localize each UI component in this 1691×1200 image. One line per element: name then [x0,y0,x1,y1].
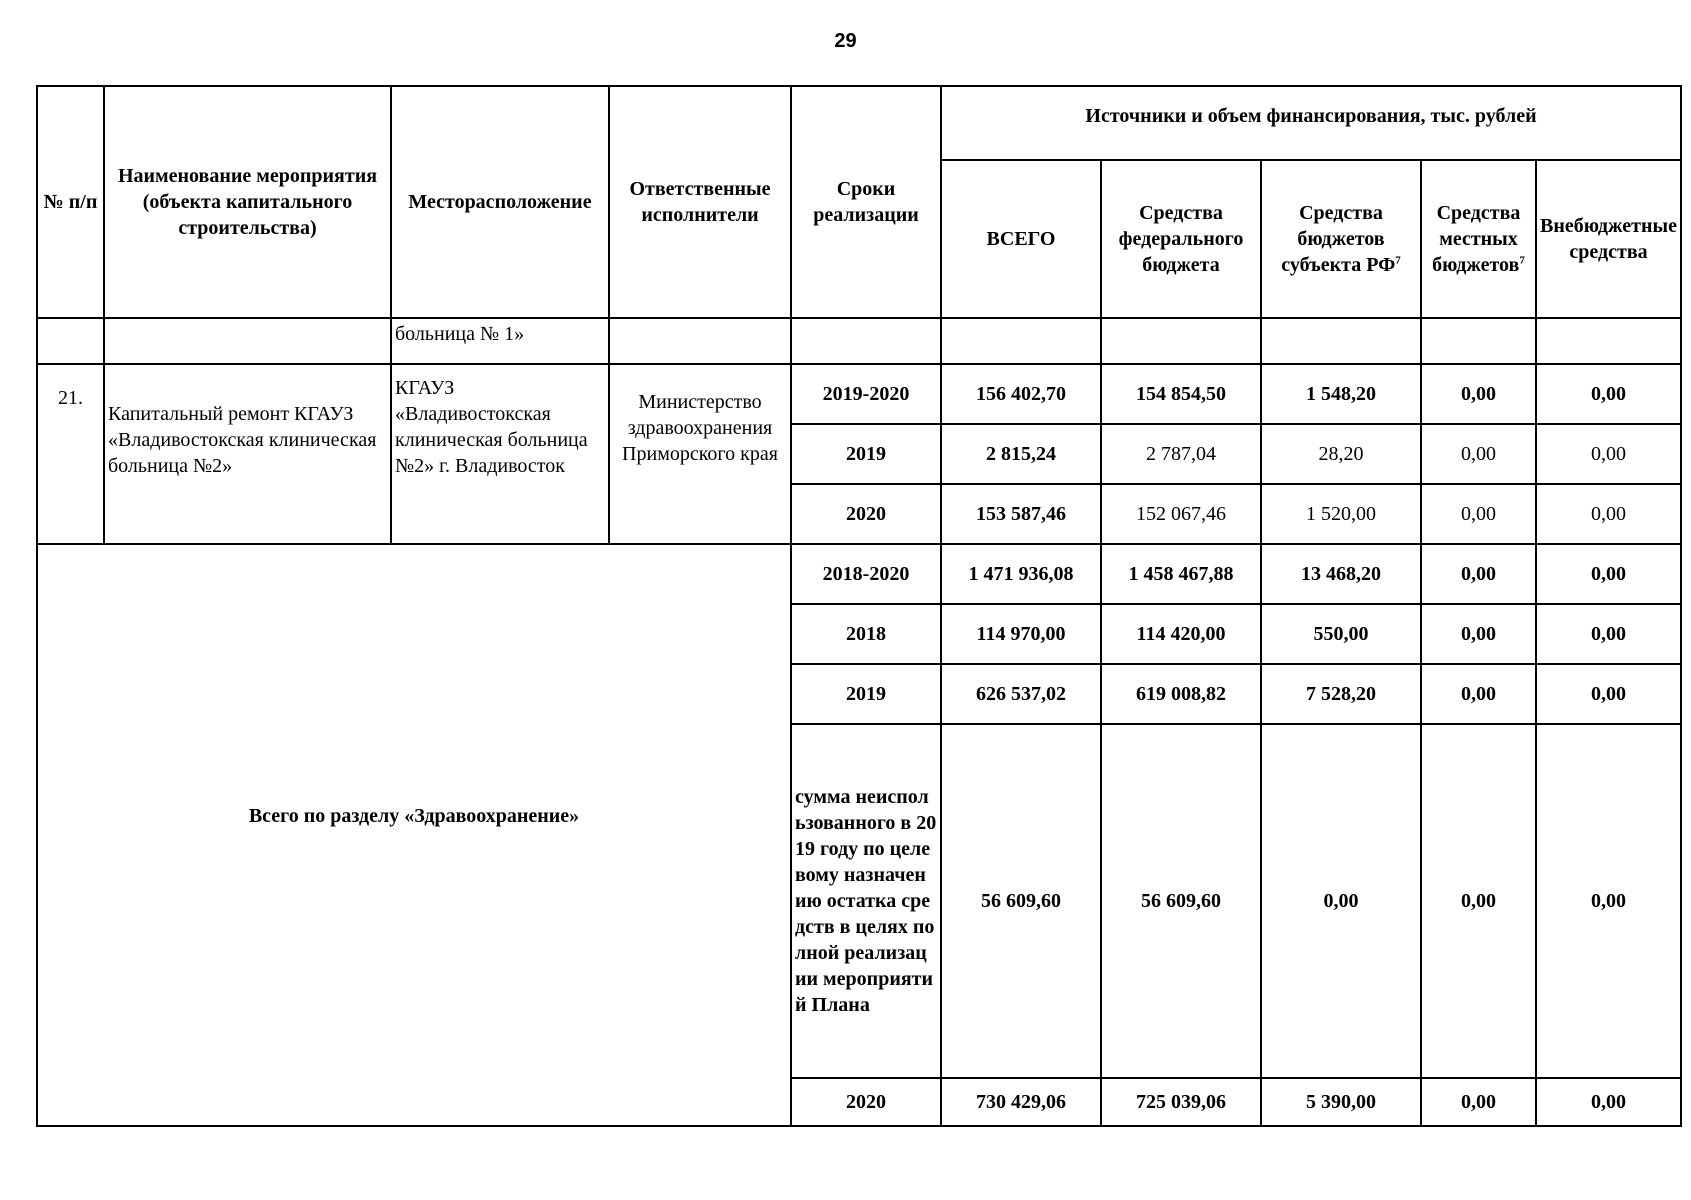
continuation-row [37,318,1681,364]
header-local [1421,160,1536,318]
section-total-local: 0,00 [1421,664,1536,724]
item21-total: 2 815,24 [941,424,1101,484]
section-total-extra: 0,00 [1536,724,1681,1078]
item21-local: 0,00 [1421,364,1536,424]
continuation-regional [1261,318,1421,364]
header-num: № п/п [37,86,104,318]
section-total-term: 2020 [791,1078,941,1126]
continuation-location: больница № 1» [391,318,609,364]
header-local-label: Средства местных бюджетов [1432,202,1521,276]
item21-total: 153 587,46 [941,484,1101,544]
section-total-total: 730 429,06 [941,1078,1101,1126]
item21-extra: 0,00 [1536,364,1681,424]
section-total-term: 2018-2020 [791,544,941,604]
section-total-regional: 7 528,20 [1261,664,1421,724]
section-total-extra: 0,00 [1536,544,1681,604]
item21-regional: 28,20 [1261,424,1421,484]
header-row-top [37,86,1681,160]
table-row [37,544,1681,604]
section-total-extra: 0,00 [1536,664,1681,724]
item21-local: 0,00 [1421,484,1536,544]
financing-table [36,85,1682,1127]
section-total-extra: 0,00 [1536,1078,1681,1126]
continuation-local [1421,318,1536,364]
section-total-term: 2019 [791,664,941,724]
table-row [37,364,1681,424]
continuation-total [941,318,1101,364]
section-total-local: 0,00 [1421,604,1536,664]
continuation-responsible [609,318,791,364]
item21-local: 0,00 [1421,424,1536,484]
section-total-regional: 0,00 [1261,724,1421,1078]
item21-extra: 0,00 [1536,484,1681,544]
header-sources: Источники и объем финансирования, тыс. рублей [941,86,1681,160]
item21-federal: 154 854,50 [1101,364,1261,424]
page-number: 29 [834,30,857,52]
section-total-total: 626 537,02 [941,664,1101,724]
continuation-extra [1536,318,1681,364]
header-total: ВСЕГО [941,160,1101,318]
item21-term: 2019-2020 [791,364,941,424]
item21-location: КГАУЗ «Владивостокская клиническая больница №2» г. Владивосток [391,364,609,544]
item21-regional: 1 548,20 [1261,364,1421,424]
item21-num: 21. [37,364,104,544]
header-location: Месторасположение [391,86,609,318]
section-total-extra: 0,00 [1536,604,1681,664]
header-extra: Внебюджетные средства [1536,160,1681,318]
header-responsible: Ответственные исполнители [609,86,791,318]
section-total-federal: 114 420,00 [1101,604,1261,664]
header-terms: Сроки реализации [791,86,941,318]
section-total-label: Всего по разделу «Здравоохранение» [37,544,791,1126]
section-total-local: 0,00 [1421,1078,1536,1126]
section-total-term: 2018 [791,604,941,664]
section-total-term-note: сумма неиспользованного в 2019 году по целевому назначению остатка средств в целях полной реализации мероприятий Плана [791,724,941,1078]
header-regional-label: Средства бюджетов субъекта РФ [1281,202,1396,276]
item21-total: 156 402,70 [941,364,1101,424]
section-total-local: 0,00 [1421,544,1536,604]
item21-federal: 152 067,46 [1101,484,1261,544]
section-total-total: 56 609,60 [941,724,1101,1078]
section-total-federal: 56 609,60 [1101,724,1261,1078]
section-total-total: 114 970,00 [941,604,1101,664]
item21-responsible: Министерство здравоохранения Приморского края [609,364,791,544]
section-total-regional: 550,00 [1261,604,1421,664]
item21-name: Капитальный ремонт КГАУЗ «Владивостокская клиническая больница №2» [104,364,391,544]
section-total-federal: 619 008,82 [1101,664,1261,724]
item21-term: 2020 [791,484,941,544]
item21-federal: 2 787,04 [1101,424,1261,484]
section-total-total: 1 471 936,08 [941,544,1101,604]
header-name: Наименование мероприятия (объекта капитального строительства) [104,86,391,318]
header-regional-footnote: 7 [1395,254,1401,267]
item21-regional: 1 520,00 [1261,484,1421,544]
section-total-federal: 725 039,06 [1101,1078,1261,1126]
section-total-local: 0,00 [1421,724,1536,1078]
header-local-footnote: 7 [1519,254,1525,267]
section-total-federal: 1 458 467,88 [1101,544,1261,604]
continuation-num [37,318,104,364]
continuation-term [791,318,941,364]
continuation-name [104,318,391,364]
header-regional [1261,160,1421,318]
section-total-regional: 5 390,00 [1261,1078,1421,1126]
section-total-regional: 13 468,20 [1261,544,1421,604]
header-federal: Средства федерального бюджета [1101,160,1261,318]
item21-extra: 0,00 [1536,424,1681,484]
item21-term: 2019 [791,424,941,484]
continuation-federal [1101,318,1261,364]
